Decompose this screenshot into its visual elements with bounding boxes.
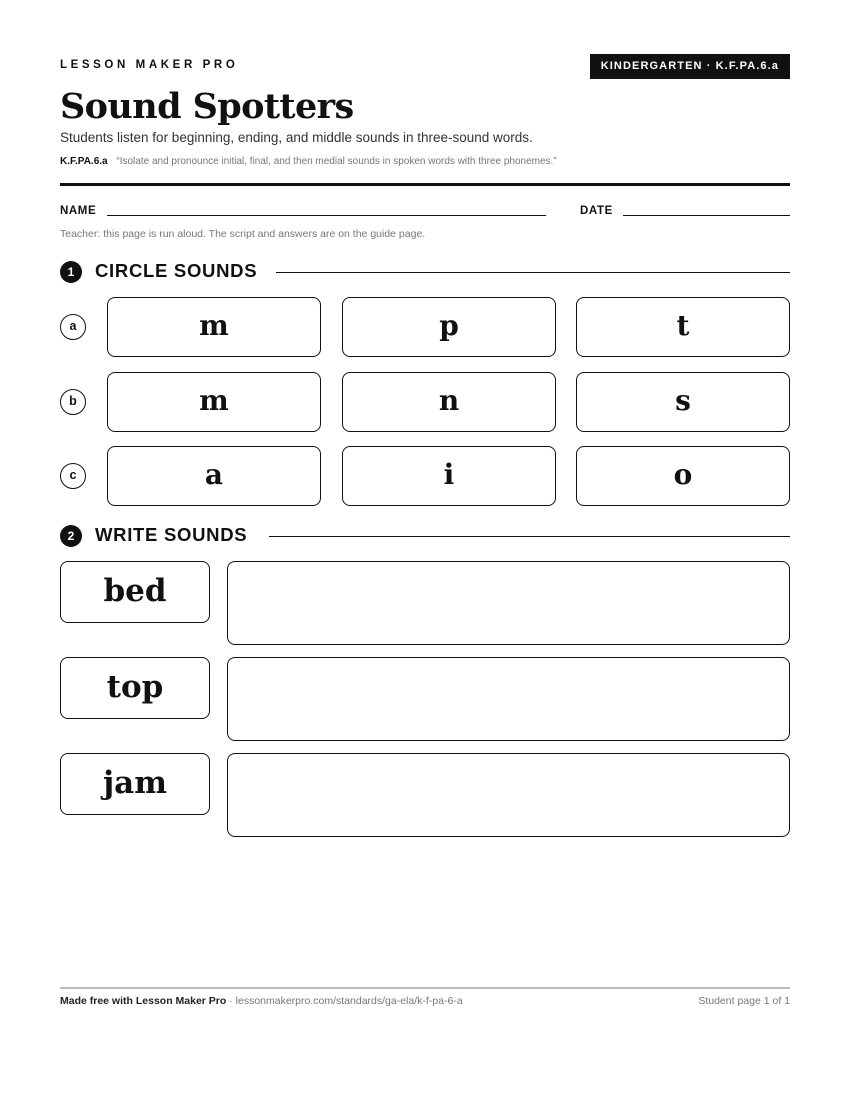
footer-made-with: Made free with Lesson Maker Pro — [60, 995, 227, 1007]
write-answer-box[interactable] — [227, 657, 790, 741]
word-card: bed — [60, 561, 210, 623]
word-card: top — [60, 657, 210, 719]
footer-divider — [60, 987, 790, 989]
date-line[interactable] — [623, 215, 790, 216]
page-subtitle: Students listen for beginning, ending, and middle sounds in three-sound words. — [60, 130, 533, 145]
section-rule — [276, 272, 790, 273]
name-line[interactable] — [107, 215, 546, 216]
section-title: WRITE SOUNDS — [95, 524, 248, 545]
sound-choice[interactable]: i — [342, 446, 556, 506]
standard-code: K.F.PA.6.a — [60, 156, 108, 167]
standard-statement — [60, 156, 557, 167]
section-header-write-sounds — [60, 523, 790, 547]
sound-choice[interactable]: a — [107, 446, 321, 506]
header-divider — [60, 183, 790, 186]
date-label: DATE — [580, 205, 613, 217]
name-label: NAME — [60, 205, 97, 217]
row-letter-badge: b — [60, 389, 86, 415]
sound-choice[interactable]: m — [107, 372, 321, 432]
write-answer-box[interactable] — [227, 753, 790, 837]
row-letter-badge: c — [60, 463, 86, 489]
section-number-badge: 2 — [60, 525, 82, 547]
sound-choice[interactable]: n — [342, 372, 556, 432]
write-answer-box[interactable] — [227, 561, 790, 645]
page-title: Sound Spotters — [60, 86, 354, 127]
section-rule — [269, 536, 790, 537]
footer-page-label: Student page 1 of 1 — [698, 995, 790, 1007]
standard-text: “Isolate and pronounce initial, final, and then medial sounds in spoken words with three phonemes.” — [116, 156, 557, 167]
footer-url[interactable]: · lessonmakerpro.com/standards/ga-ela/k-f-pa-6-a — [226, 995, 463, 1007]
sound-choice[interactable]: t — [576, 297, 790, 357]
section-header-circle-sounds — [60, 259, 790, 283]
footer-credit — [60, 995, 463, 1007]
sound-choice[interactable]: p — [342, 297, 556, 357]
teacher-note: Teacher: this page is run aloud. The script and answers are on the guide page. — [60, 228, 426, 240]
section-title: CIRCLE SOUNDS — [95, 260, 258, 281]
section-number-badge: 1 — [60, 261, 82, 283]
grade-badge: KINDERGARTEN · K.F.PA.6.a — [590, 54, 790, 79]
sound-choice[interactable]: o — [576, 446, 790, 506]
sound-choice[interactable]: s — [576, 372, 790, 432]
row-letter-badge: a — [60, 314, 86, 340]
word-card: jam — [60, 753, 210, 815]
sound-choice[interactable]: m — [107, 297, 321, 357]
worksheet-page — [60, 0, 790, 1100]
brand-name: LESSON MAKER PRO — [60, 59, 239, 71]
